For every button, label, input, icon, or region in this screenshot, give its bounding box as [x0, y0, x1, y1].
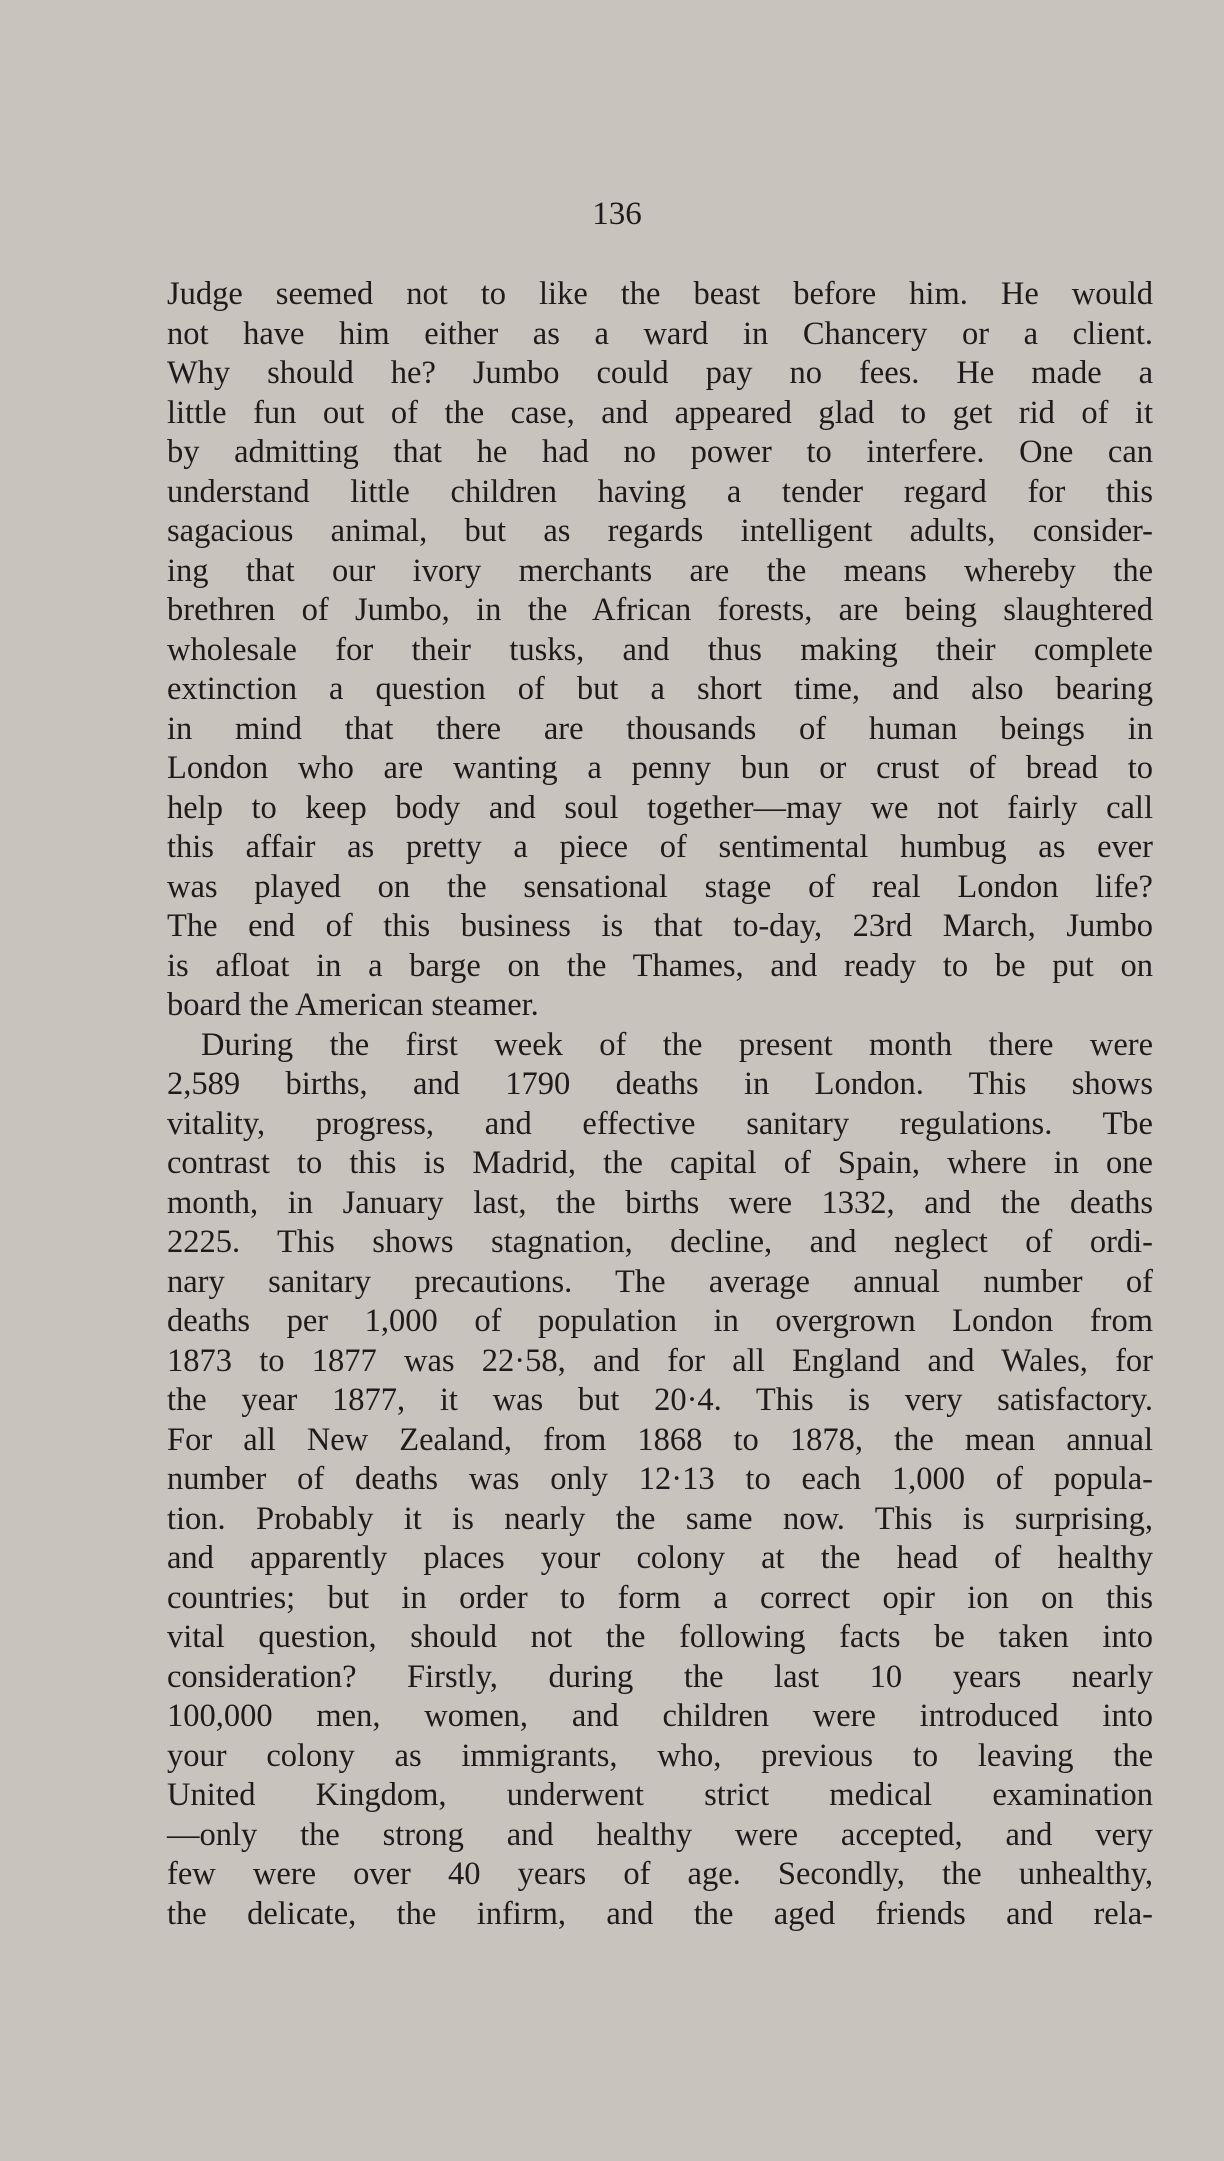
text-line: nary sanitary precautions. The average annual number of — [167, 1263, 1153, 1300]
body-text — [167, 275, 1153, 1934]
text-line: For all New Zealand, from 1868 to 1878, the mean annual — [167, 1421, 1153, 1458]
text-line: London who are wanting a penny bun or crust of bread to — [167, 750, 1153, 786]
text-line: not have him either as a ward in Chancery or a client. — [167, 315, 1153, 352]
text-line: brethren of Jumbo, in the African forests, are being slaughtered — [167, 592, 1153, 628]
text-line: sagacious animal, but as regards intelligent adults, consider- — [167, 513, 1153, 549]
text-line: number of deaths was only 12·13 to each 1,000 of popula- — [167, 1461, 1153, 1497]
text-line: vital question, should not the following facts be taken into — [167, 1619, 1153, 1655]
text-line: month, in January last, the births were 1332, and the deaths — [167, 1184, 1153, 1221]
text-line: contrast to this is Madrid, the capital of Spain, where in one — [167, 1145, 1153, 1181]
text-line: Judge seemed not to like the beast before him. He would — [167, 276, 1153, 312]
text-line: 1873 to 1877 was 22·58, and for all England and Wales, for — [167, 1342, 1153, 1379]
text-line: by admitting that he had no power to interfere. One can — [167, 434, 1153, 470]
page-number: 136 — [592, 196, 642, 232]
text-line: —only the strong and healthy were accepted, and very — [167, 1816, 1153, 1853]
text-line: the year 1877, it was but 20·4. This is very satisfactory. — [167, 1382, 1153, 1418]
text-line: tion. Probably it is nearly the same now. This is surprising, — [167, 1500, 1153, 1537]
text-line: ing that our ivory merchants are the means whereby the — [167, 552, 1153, 589]
text-line: Why should he? Jumbo could pay no fees. He made a — [167, 355, 1153, 391]
text-line: extinction a question of but a short time, and also bearing — [167, 671, 1153, 707]
text-line: help to keep body and soul together—may we not fairly call — [167, 789, 1153, 826]
text-line: 100,000 men, women, and children were introduced into — [167, 1698, 1153, 1734]
text-line: United Kingdom, underwent strict medical examination — [167, 1777, 1153, 1813]
text-line: countries; but in order to form a correct opir ion on this — [167, 1579, 1153, 1616]
text-line: in mind that there are thousands of human beings in — [167, 710, 1153, 747]
text-line: is afloat in a barge on the Thames, and ready to be put on — [167, 947, 1153, 984]
text-line: consideration? Firstly, during the last 10 years nearly — [167, 1658, 1153, 1695]
text-line: little fun out of the case, and appeared glad to get rid of it — [167, 394, 1153, 431]
text-line: was played on the sensational stage of real London life? — [167, 868, 1153, 905]
text-line: The end of this business is that to-day, 23rd March, Jumbo — [167, 908, 1153, 944]
text-line: and apparently places your colony at the head of healthy — [167, 1540, 1153, 1576]
text-line: board the American steamer. — [167, 987, 539, 1023]
text-line: your colony as immigrants, who, previous to leaving the — [167, 1737, 1153, 1774]
text-line: few were over 40 years of age. Secondly, the unhealthy, — [167, 1856, 1153, 1892]
text-line: wholesale for their tusks, and thus making their complete — [167, 631, 1153, 668]
text-line: 2,589 births, and 1790 deaths in London. This shows — [167, 1066, 1153, 1102]
text-line: vitality, progress, and effective sanitary regulations. Tbe — [167, 1105, 1153, 1142]
text-line: During the first week of the present month there were — [201, 1026, 1153, 1063]
text-line: this affair as pretty a piece of sentimental humbug as ever — [167, 829, 1153, 865]
text-line: understand little children having a tender regard for this — [167, 473, 1153, 510]
text-line: the delicate, the infirm, and the aged friends and rela- — [167, 1895, 1153, 1932]
text-line: 2225. This shows stagnation, decline, and neglect of ordi- — [167, 1224, 1153, 1260]
text-line: deaths per 1,000 of population in overgrown London from — [167, 1303, 1153, 1339]
